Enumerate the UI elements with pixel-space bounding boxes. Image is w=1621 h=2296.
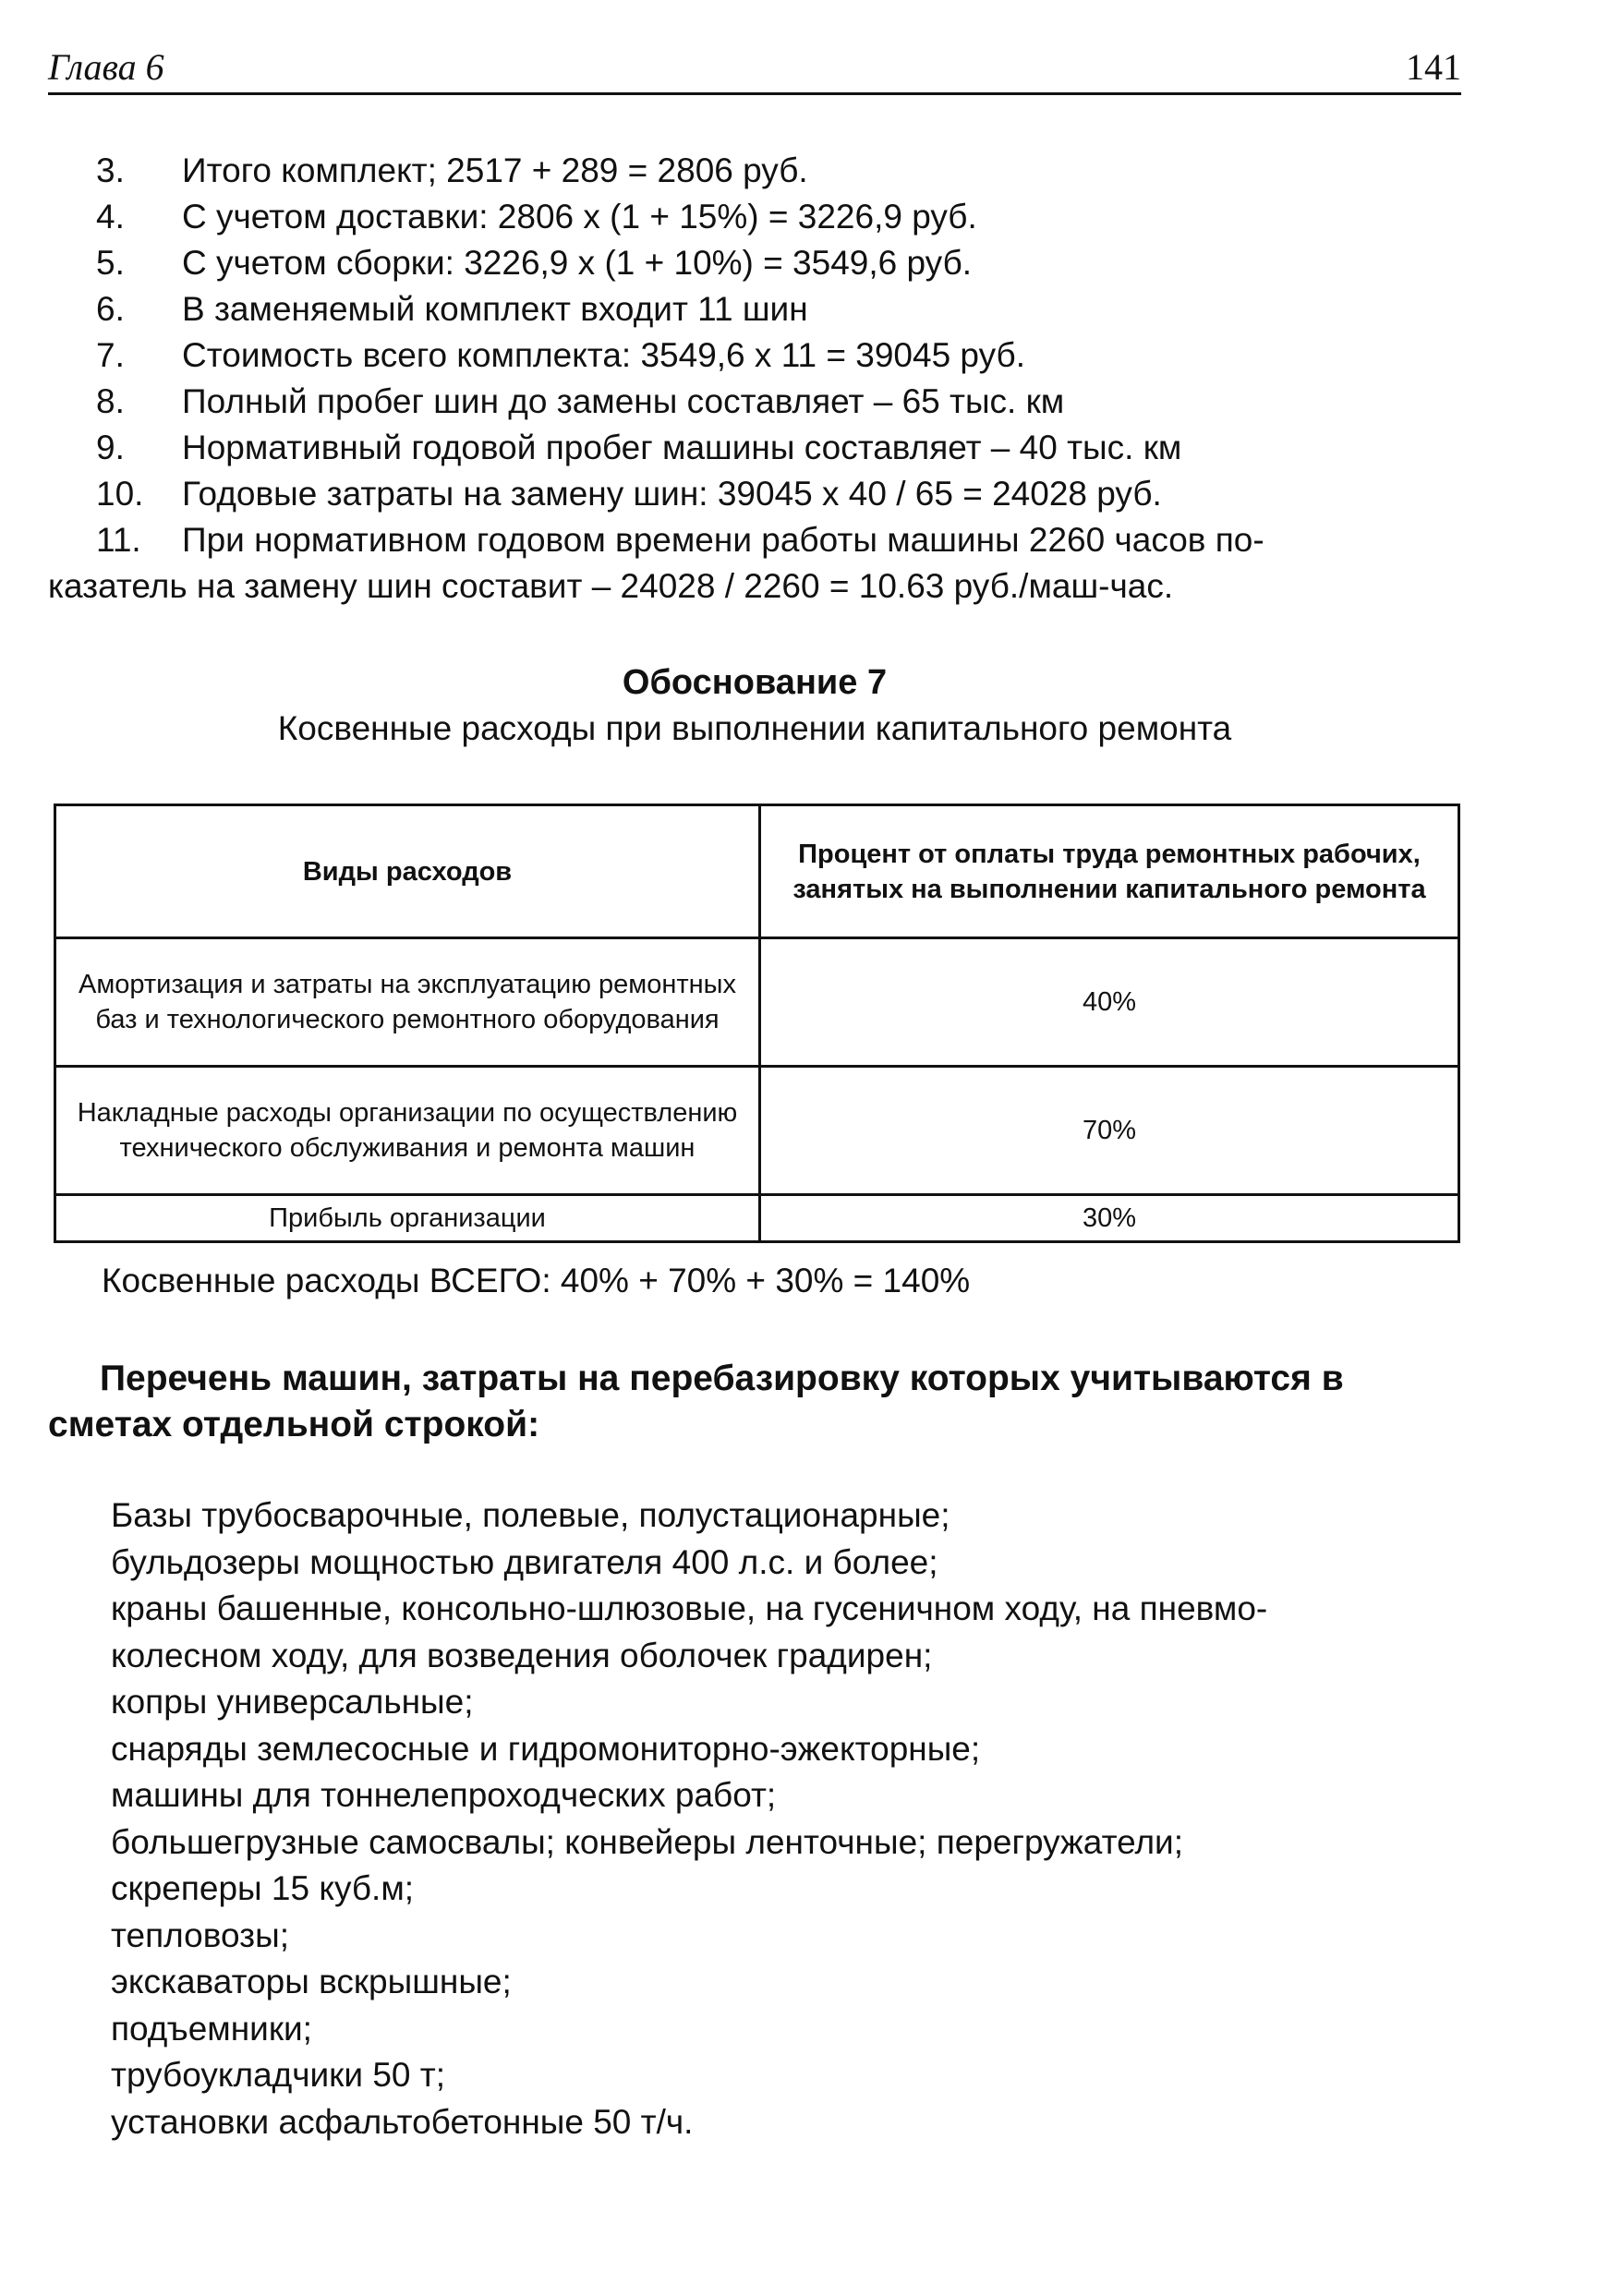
table-row	[55, 1195, 1459, 1242]
list-item: установки асфальтобетонные 50 т/ч.	[111, 2102, 694, 2141]
list-item-number: 4.	[96, 198, 125, 236]
column-header: Виды расходов	[55, 805, 760, 938]
total-indirect-costs: Косвенные расходы ВСЕГО: 40% + 70% + 30% = 140%	[102, 1262, 971, 1299]
list-item-number: 9.	[96, 429, 125, 466]
cost-type-cell: Амортизация и затраты на эксплуатацию ремонтных баз и технологического ремонтного оборудования	[55, 938, 760, 1067]
indirect-costs-table	[54, 804, 1460, 1243]
list-item-text: Годовые затраты на замену шин: 39045 х 40 / 65 = 24028 руб.	[182, 475, 1162, 513]
list-item-number: 3.	[96, 151, 125, 189]
cost-type-cell: Прибыль организации	[55, 1195, 760, 1242]
percent-cell: 70%	[760, 1067, 1459, 1195]
chapter-title: Глава 6	[48, 46, 164, 88]
table-row	[55, 1067, 1459, 1195]
list-item	[48, 194, 1461, 240]
list-item-text: Полный пробег шин до замены составляет – 65 тыс. км	[182, 382, 1065, 420]
list-item: бульдозеры мощностью двигателя 400 л.с. и более;	[111, 1542, 938, 1581]
list-item: краны башенные, консольно-шлюзовые, на гусеничном ходу, на пневмо-	[111, 1589, 1268, 1627]
machines-heading	[48, 1356, 1461, 1448]
list-item	[48, 148, 1461, 194]
list-item	[48, 332, 1461, 379]
percent-cell: 30%	[760, 1195, 1459, 1242]
list-item: снаряды землесосные и гидромониторно-эжекторные;	[111, 1729, 981, 1768]
list-item	[48, 286, 1461, 332]
list-item-text: Нормативный годовой пробег машины составляет – 40 тыс. км	[182, 429, 1182, 466]
list-item-number: 7.	[96, 336, 125, 374]
list-item-number: 6.	[96, 290, 125, 328]
machines-heading-line: сметах отдельной строкой:	[48, 1405, 540, 1444]
list-item-text: Стоимость всего комплекта: 3549,6 х 11 = 39045 руб.	[182, 336, 1025, 374]
list-item-text: С учетом доставки: 2806 х (1 + 15%) = 3226,9 руб.	[182, 198, 977, 236]
list-item	[48, 240, 1461, 286]
list-item: экскаваторы вскрышные;	[111, 1963, 512, 2000]
list-item-text: В заменяемый комплект входит 11 шин	[182, 290, 808, 328]
list-item: большегрузные самосвалы; конвейеры ленточные; перегружатели;	[111, 1822, 1183, 1861]
list-item-text: Итого комплект; 2517 + 289 = 2806 руб.	[182, 151, 808, 189]
list-item: подъемники;	[111, 2009, 312, 2048]
column-header: Процент от оплаты труда ремонтных рабочих, занятых на выполнении капитального ремонта	[760, 805, 1459, 938]
list-item-number: 11.	[96, 521, 141, 559]
list-item: колесном ходу, для возведения оболочек градирен;	[111, 1636, 933, 1674]
percent-cell: 40%	[760, 938, 1459, 1067]
list-item: скреперы 15 куб.м;	[111, 1869, 415, 1907]
table-header-row	[55, 805, 1459, 938]
list-item-number: 8.	[96, 382, 125, 420]
list-item: машины для тоннелепроходческих работ;	[111, 1776, 777, 1814]
list-item-text: С учетом сборки: 3226,9 х (1 + 10%) = 3549,6 руб.	[182, 244, 973, 282]
list-item-number: 10.	[96, 475, 144, 513]
list-item: тепловозы;	[111, 1915, 289, 1954]
page-header	[48, 44, 1461, 95]
list-item-text: При нормативном годовом времени работы машины 2260 часов по-	[182, 521, 1264, 559]
calculation-list	[48, 148, 1461, 610]
machines-list	[111, 1492, 1469, 2145]
list-item: трубоукладчики 50 т;	[111, 2056, 445, 2094]
list-item	[48, 379, 1461, 425]
page-number: 141	[1406, 46, 1461, 88]
cost-type-cell: Накладные расходы организации по осуществлению технического обслуживания и ремонта машин	[55, 1067, 760, 1195]
list-item-number: 5.	[96, 244, 125, 282]
list-item	[48, 471, 1461, 517]
list-item-text-continued: казатель на замену шин составит – 24028 / 2260 = 10.63 руб./маш-час.	[48, 567, 1174, 605]
list-item: копры универсальные;	[111, 1683, 474, 1721]
machines-heading-line: Перечень машин, затраты на перебазировку которых учитываются в	[100, 1359, 1344, 1398]
table-row	[55, 938, 1459, 1067]
list-item: Базы трубосварочные, полевые, полустационарные;	[111, 1496, 950, 1534]
section-title: Обоснование 7	[622, 663, 888, 702]
list-item	[48, 425, 1461, 471]
section-subtitle: Косвенные расходы при выполнении капитального ремонта	[277, 709, 1232, 747]
list-item	[48, 517, 1461, 610]
